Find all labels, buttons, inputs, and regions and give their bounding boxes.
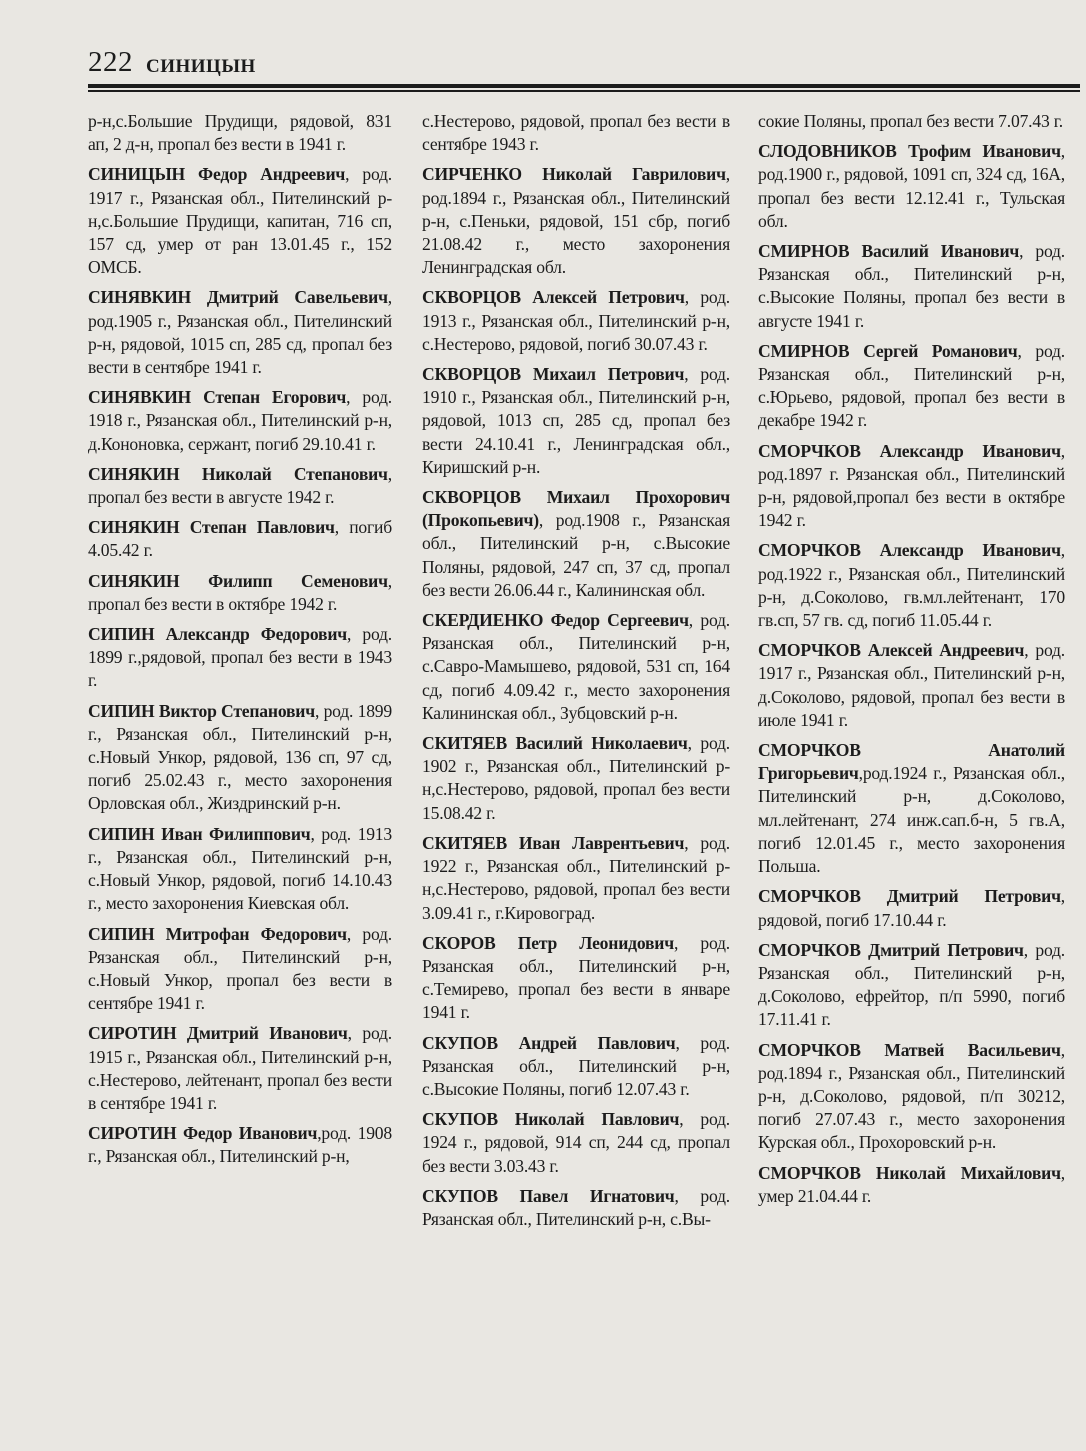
entry-name: СИНЯКИН Филипп Семенович xyxy=(88,570,388,591)
entry-text: , род. 1913 г., Рязанская обл., Пителинский р-н, с.Нестерово, рядовой, погиб 30.07.43 г. xyxy=(422,287,730,354)
header-rule-thin xyxy=(88,90,1080,92)
entry xyxy=(88,286,392,379)
entry-name: СМИРНОВ Сергей Романович xyxy=(758,340,1018,361)
entry-name: СИНЯКИН Степан Павлович xyxy=(88,517,335,538)
text-column-1 xyxy=(88,110,392,1176)
entry xyxy=(422,486,730,602)
entry-name: СИНИЦЫН Федор Андреевич xyxy=(88,164,346,185)
entry-text: ,род.1924 г., Рязанская обл., Пителинский р-н, д.Соколово, мл.лейтенант, 274 инж.сап.б-н, 5 гв.А, погиб 12.01.45 г., место захоронения Польша. xyxy=(758,763,1065,877)
entry xyxy=(758,885,1065,931)
entry-text: , умер 21.04.44 г. xyxy=(758,1162,1065,1206)
entry xyxy=(422,363,730,479)
entry-text: , род.1908 г., Рязанская обл., Пителинский р-н, с.Высокие Поляны, рядовой, 247 сп, 37 сд, пропал без вести 26.06.44 г., Калининская обл. xyxy=(422,510,730,600)
entry xyxy=(758,140,1065,233)
entry-name: СКОРОВ Петр Леонидович xyxy=(422,932,674,953)
entry-text: , погиб 4.05.42 г. xyxy=(88,517,392,561)
entry-text: , род. Рязанская обл., Пителинский р-н, с.Высокие Поляны, пропал без вести в августе 1941 г. xyxy=(758,241,1065,331)
entry-name: СМОРЧКОВ Дмитрий Петрович xyxy=(758,939,1024,960)
entry xyxy=(88,623,392,693)
entry-name: СКИТЯЕВ Василий Николаевич xyxy=(422,733,688,754)
entry xyxy=(422,932,730,1025)
entry-text: с.Нестерово, рядовой, пропал без вести в сентябре 1943 г. xyxy=(422,111,730,155)
entry xyxy=(758,1039,1065,1155)
entry xyxy=(88,163,392,279)
entry xyxy=(88,110,392,156)
entry xyxy=(758,440,1065,533)
entry-text: , род.1900 г., рядовой, 1091 сп, 324 сд, 16А, пропал без вести 12.12.41 г., Тульская обл. xyxy=(758,141,1065,231)
entry-name: СИНЯВКИН Дмитрий Савельевич xyxy=(88,287,388,308)
entry-name: СИПИН Виктор Степанович xyxy=(88,700,315,721)
entry xyxy=(88,700,392,816)
entry xyxy=(422,163,730,279)
entry-name: СМИРНОВ Василий Иванович xyxy=(758,241,1020,262)
entry-text: р-н,с.Большие Прудищи, рядовой, 831 ап, 2 д-н, пропал без вести в 1941 г. xyxy=(88,111,392,155)
entry-name: СМОРЧКОВ Алексей Андреевич xyxy=(758,640,1025,661)
entry xyxy=(88,516,392,562)
entry-text: , род. 1917 г., Рязанская обл., Пителинский р-н,с.Большие Прудищи, капитан, 716 сп, 157 сд, умер от ран 13.01.45 г., 152 ОМСБ. xyxy=(88,164,392,278)
entry-text: , род. Рязанская обл., Пителинский р-н, с.Юрьево, рядовой, пропал без вести в декабре 1942 г. xyxy=(758,340,1065,431)
entry xyxy=(88,463,392,509)
page-number: 222 xyxy=(88,46,133,78)
entry xyxy=(422,110,730,156)
entry xyxy=(758,110,1065,133)
entry-name: СИПИН Александр Федорович xyxy=(88,624,347,645)
page-header xyxy=(88,44,1076,88)
entry xyxy=(758,939,1065,1032)
entry-text: , род. 1918 г., Рязанская обл., Пителинский р-н, д.Кононовка, сержант, погиб 29.10.41 г. xyxy=(88,387,392,454)
entry-text: , пропал без вести в августе 1942 г. xyxy=(88,463,392,508)
entry-text: , род. Рязанская обл., Пителинский р-н, с.Высокие Поляны, погиб 12.07.43 г. xyxy=(422,1032,730,1099)
running-head: СИНИЦЫН xyxy=(146,56,256,77)
entry xyxy=(422,1185,730,1231)
entry-name: СКУПОВ Павел Игнатович xyxy=(422,1185,675,1206)
entry-text: , род. 1922 г., Рязанская обл., Пителинский р-н,с.Нестерово, рядовой, пропал без вести 3.09.41 г., г.Кировоград. xyxy=(422,832,730,923)
entry-name: СКУПОВ Андрей Павлович xyxy=(422,1032,676,1053)
text-column-3 xyxy=(758,110,1065,1215)
entry xyxy=(758,539,1065,632)
entry-text: , пропал без вести в октябре 1942 г. xyxy=(88,570,392,614)
entry-text: , род. Рязанская обл., Пителинский р-н, д.Соколово, ефрейтор, п/п 5990, погиб 17.11.41 г. xyxy=(758,939,1065,1030)
entry-name: СИПИН Иван Филиппович xyxy=(88,823,311,844)
entry-text: , род. 1924 г., рядовой, 914 сп, 244 сд, пропал без вести 3.03.43 г. xyxy=(422,1109,730,1176)
entry xyxy=(88,823,392,916)
entry xyxy=(88,570,392,616)
entry-name: СИРОТИН Дмитрий Иванович xyxy=(88,1023,348,1044)
entry-text: , род. Рязанская обл., Пителинский р-н, с.Вы- xyxy=(422,1185,730,1229)
entry-text: , род. 1913 г., Рязанская обл., Пителинский р-н, с.Новый Ункор, рядовой, погиб 14.10.43 г., место захоронения Киевская обл. xyxy=(88,823,392,914)
entry-text: , род. 1899 г., Рязанская обл., Пителинский р-н, с.Новый Ункор, рядовой, 136 сп, 97 сд, погиб 25.02.43 г., место захоронения Орловская обл., Жиздринский р-н. xyxy=(88,700,392,814)
entry-name: СМОРЧКОВ Дмитрий Петрович xyxy=(758,886,1061,907)
entry-name: СКЕРДИЕНКО Федор Сергеевич xyxy=(422,610,689,631)
entry xyxy=(88,386,392,456)
entry-text: , рядовой, погиб 17.10.44 г. xyxy=(758,886,1065,930)
entry-name: СЛОДОВНИКОВ Трофим Иванович xyxy=(758,141,1061,162)
entry-text: , род. Рязанская обл., Пителинский р-н, с.Савро-Мамышево, рядовой, 531 сп, 164 сд, погиб 4.09.42 г., место захоронения Калининская обл., Зубцовский р-н. xyxy=(422,610,730,723)
entry-name: СКВОРЦОВ Михаил Петрович xyxy=(422,364,685,385)
entry-name: СИНЯКИН Николай Степанович xyxy=(88,463,388,484)
header-rule xyxy=(88,84,1080,88)
entry-text: , род.1894 г., Рязанская обл., Пителинский р-н, д.Соколово, рядовой, п/п 30212, погиб 27.07.43 г., место захоронения Курская обл., Прохоровский р-н. xyxy=(758,1039,1065,1153)
entry-name: СИРОТИН Федор Иванович xyxy=(88,1123,318,1144)
entry xyxy=(758,340,1065,433)
entry-name: СИПИН Митрофан Федорович xyxy=(88,923,347,944)
text-column-2 xyxy=(422,110,730,1238)
entry-text: , род. 1917 г., Рязанская обл., Пителинский р-н, д.Соколово, рядовой, пропал без вести в июле 1941 г. xyxy=(758,640,1065,730)
entry-text: сокие Поляны, пропал без вести 7.07.43 г. xyxy=(758,111,1063,131)
entry-text: , род.1894 г., Рязанская обл., Пителинский р-н, с.Пеньки, рядовой, 151 сбр, погиб 21.08.42 г., место захоронения Ленинградская обл. xyxy=(422,164,730,278)
entry xyxy=(422,609,730,725)
entry-text: , род.1922 г., Рязанская обл., Пителинский р-н, д.Соколово, гв.мл.лейтенант, 170 гв.сп, 57 гв. сд, погиб 11.05.44 г. xyxy=(758,540,1065,631)
entry xyxy=(758,739,1065,878)
entry-name: СМОРЧКОВ Матвей Васильевич xyxy=(758,1039,1061,1060)
entry-text: ,род. 1908 г., Рязанская обл., Пителинский р-н, xyxy=(88,1123,393,1167)
entry-name: СКВОРЦОВ Алексей Петрович xyxy=(422,287,685,308)
entry-text: , род. 1915 г., Рязанская обл., Пителинский р-н, с.Нестерово, лейтенант, пропал без вести в сентябре 1941 г. xyxy=(88,1023,392,1113)
entry-name: СКУПОВ Николай Павлович xyxy=(422,1109,680,1130)
entry-name: СКВОРЦОВ Михаил Прохорович (Прокопьевич) xyxy=(422,487,730,531)
entry xyxy=(88,1122,392,1168)
entry-text: , род. 1910 г., Рязанская обл., Пителинский р-н, рядовой, 1013 сп, 285 сд, пропал без вести 24.10.41 г., Ленинградская обл., Киришский р-н. xyxy=(422,364,730,477)
entry xyxy=(422,1032,730,1102)
entry-name: СМОРЧКОВ Николай Михайлович xyxy=(758,1162,1061,1183)
entry xyxy=(758,639,1065,732)
entry xyxy=(88,923,392,1016)
entry xyxy=(758,240,1065,333)
entry-name: СМОРЧКОВ Александр Иванович xyxy=(758,540,1061,561)
entry-name: СИНЯВКИН Степан Егорович xyxy=(88,387,347,408)
entry-name: СМОРЧКОВ Александр Иванович xyxy=(758,440,1061,461)
entry-text: , род.1897 г. Рязанская обл., Пителинский р-н, рядовой,пропал без вести в октябре 1942 г. xyxy=(758,440,1065,531)
entry-text: , род. Рязанская обл., Пителинский р-н, с.Новый Ункор, пропал без вести в сентябре 1941 г. xyxy=(88,923,392,1014)
entry xyxy=(422,832,730,925)
entry xyxy=(422,732,730,825)
entry xyxy=(422,1108,730,1178)
entry-text: , род.1905 г., Рязанская обл., Пителинский р-н, рядовой, 1015 сп, 285 сд, пропал без вести в сентябре 1941 г. xyxy=(88,287,392,378)
entry-name: СКИТЯЕВ Иван Лаврентьевич xyxy=(422,832,685,853)
entry xyxy=(758,1162,1065,1208)
entry xyxy=(88,1022,392,1115)
entry-text: , род. Рязанская обл., Пителинский р-н, с.Темирево, пропал без вести в январе 1941 г. xyxy=(422,932,730,1023)
entry-name: СИРЧЕНКО Николай Гаврилович xyxy=(422,164,726,185)
entry-text: , род. 1902 г., Рязанская обл., Пителинский р-н,с.Нестерово, рядовой, пропал без вести 15.08.42 г. xyxy=(422,733,730,823)
entry xyxy=(422,286,730,356)
entry-name: СМОРЧКОВ Анатолий Григорьевич xyxy=(758,740,1065,784)
entry-text: , род. 1899 г.,рядовой, пропал без вести в 1943 г. xyxy=(88,624,392,691)
